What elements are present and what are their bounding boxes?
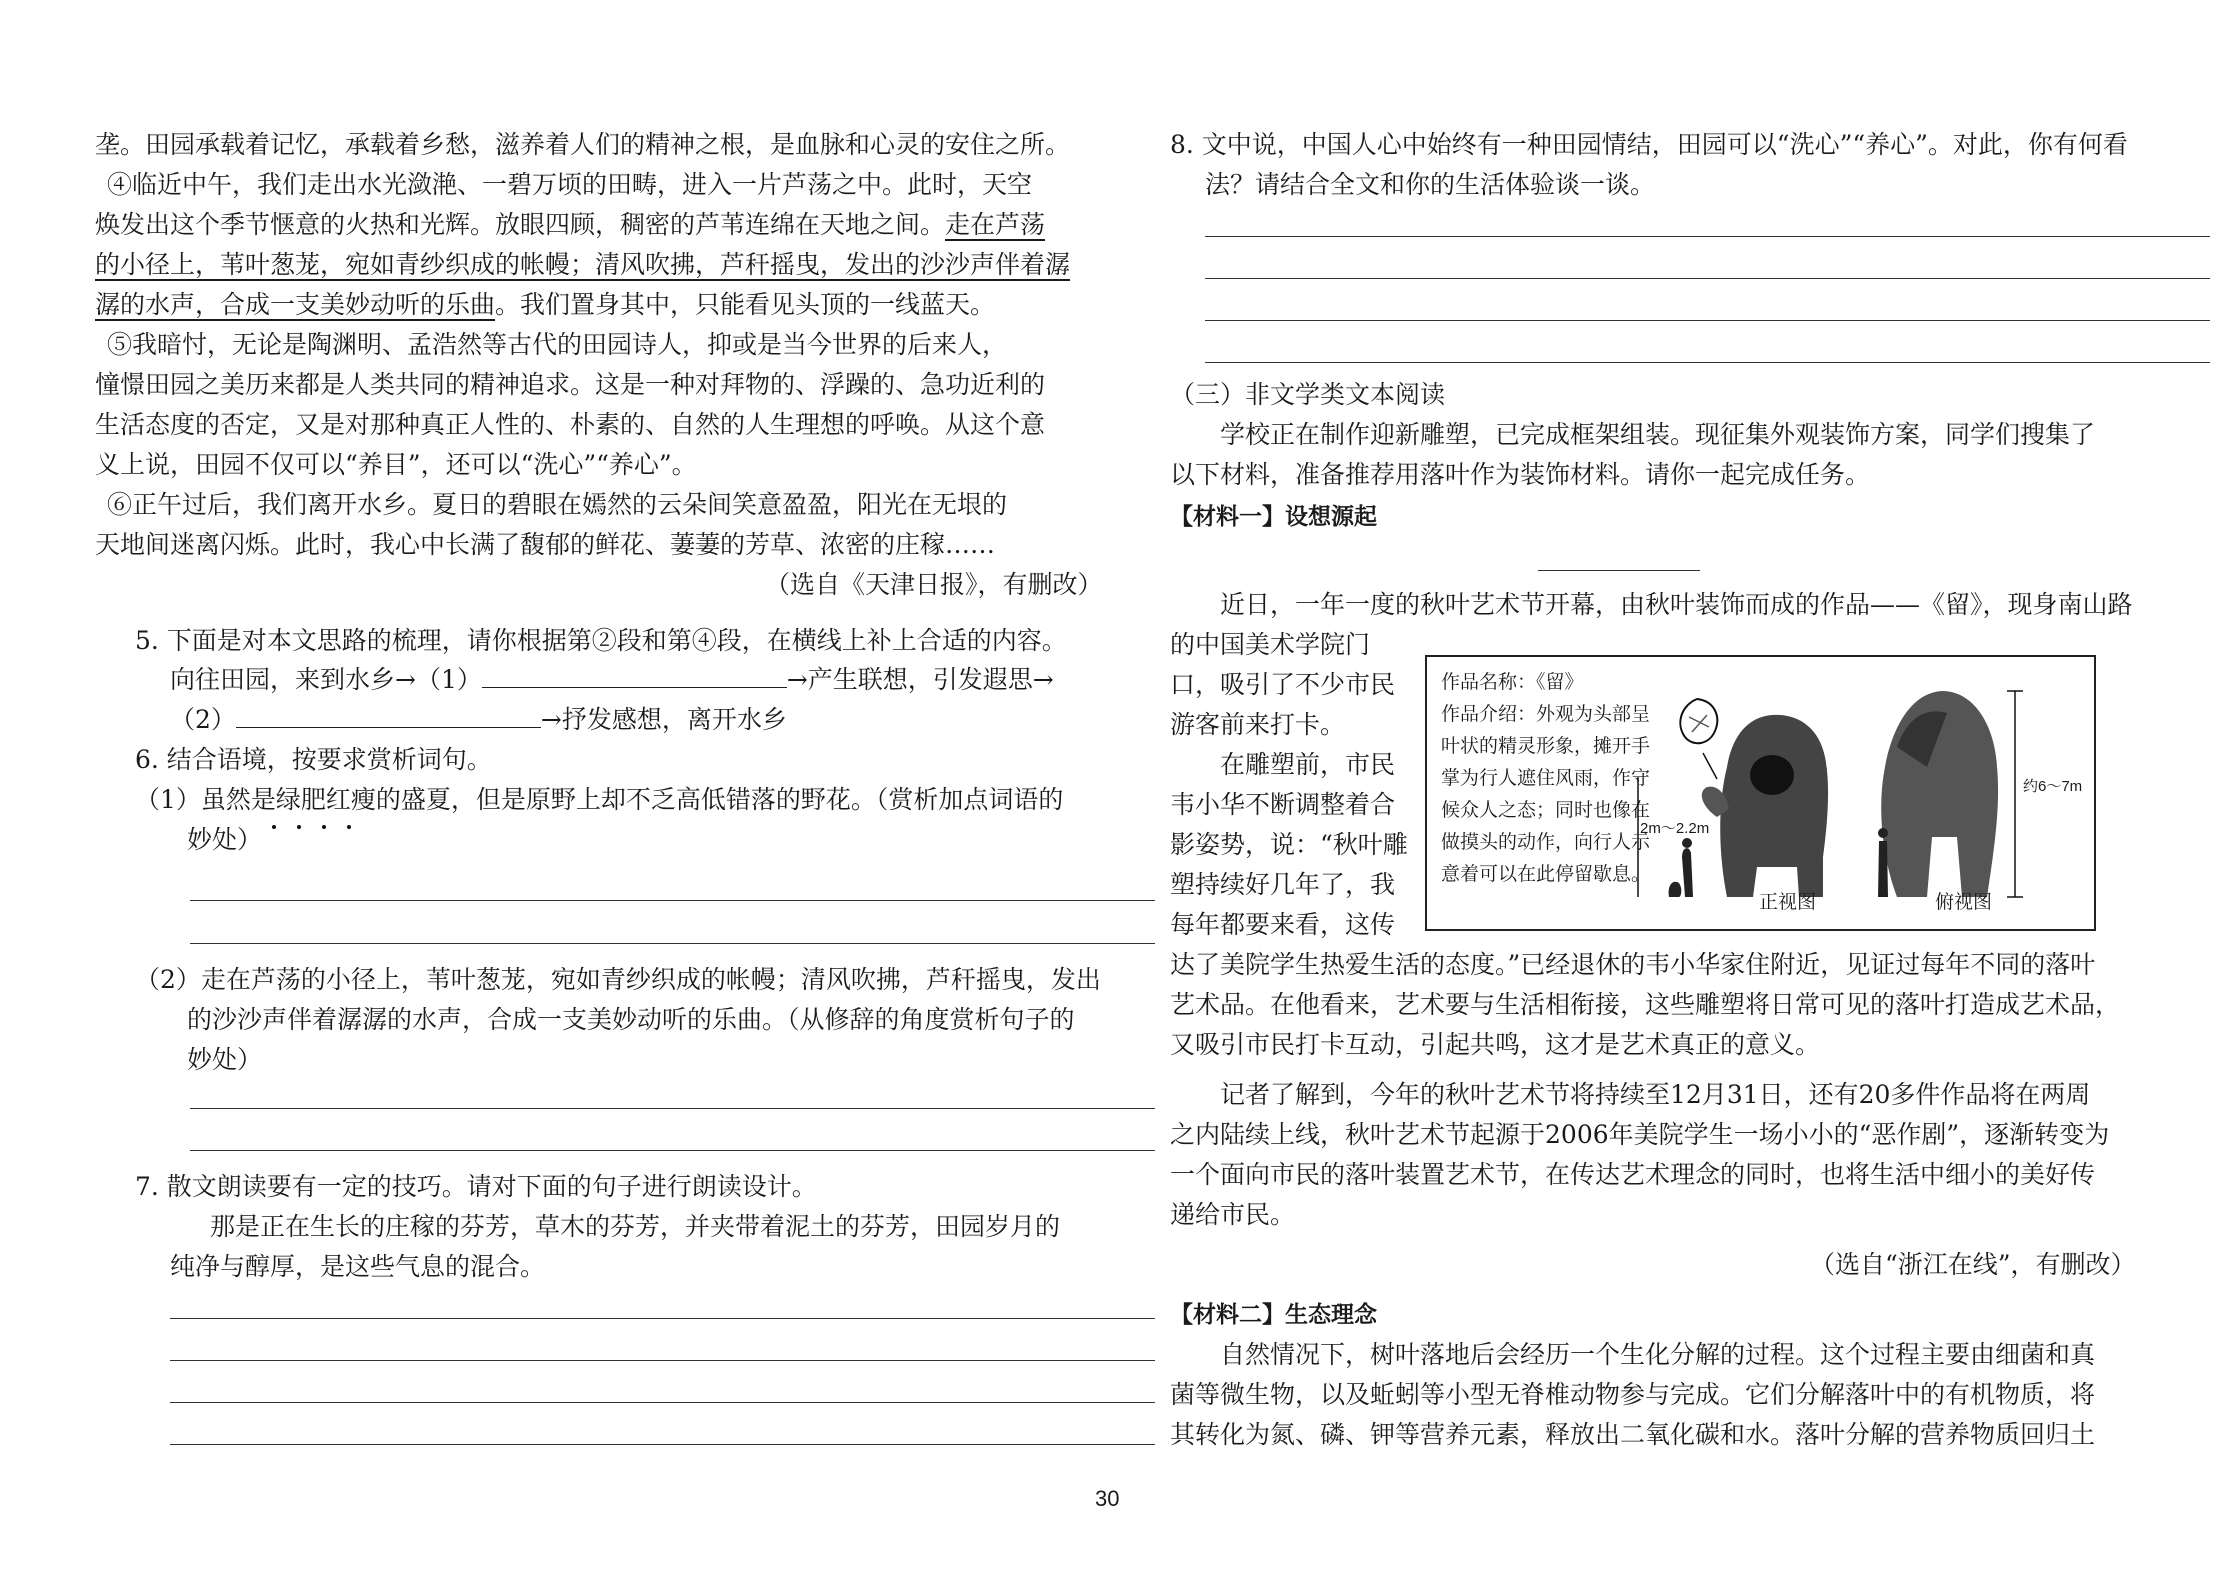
question-6-1-line-2: 妙处） (187, 825, 263, 854)
material-1-heading: 【材料一】设想源起 (1170, 504, 1377, 530)
question-6-1-line-1: （1）虽然是绿肥红瘦的盛夏，但是原野上却不乏高低错落的野花。（赏析加点词语的 (135, 785, 1064, 814)
answer-line[interactable] (190, 900, 1155, 901)
top-view-sculpture (1878, 691, 1998, 897)
material-1-wrap-8: 每年都要来看，这传 (1170, 910, 1396, 939)
material-1-line-1: 近日，一年一度的秋叶艺术节开幕，由秋叶装饰而成的作品——《留》，现身南山路 (1220, 590, 2133, 619)
material-1-line-9: 达了美院学生热爱生活的态度。”已经退休的韦小华家住附近，见证过每年不同的落叶 (1170, 950, 2096, 979)
paragraph-5-line-1: ⑤我暗忖，无论是陶渊明、孟浩然等古代的田园诗人，抑或是当今世界的后来人， (107, 330, 1008, 359)
front-view-sculpture (1669, 699, 1828, 897)
figure-desc-1: 作品介绍：外观为头部呈 (1441, 703, 1651, 725)
answer-line[interactable] (190, 1150, 1155, 1151)
material-1-wrap-5: 韦小华不断调整着合 (1170, 790, 1396, 819)
material-1-p2-line-3: 一个面向市民的落叶装置艺术节，在传达艺术理念的同时，也将生活中细小的美好传 (1170, 1160, 2096, 1189)
answer-line[interactable] (170, 1360, 1155, 1361)
emphasis-dot (272, 825, 276, 829)
question-6-2-line-1: （2）走在芦荡的小径上，苇叶葱茏，宛如青纱织成的帐幔；清风吹拂，芦秆摇曳，发出 (135, 965, 1101, 994)
material-1-p2-line-4: 递给市民。 (1170, 1200, 1296, 1229)
figure-desc-3: 掌为行人遮住风雨，作守 (1441, 767, 1651, 789)
answer-line[interactable] (170, 1402, 1155, 1403)
sculpture-figure (1425, 655, 2096, 931)
intro-line-2: 以下材料，准备推荐用落叶作为装饰材料。请你一起完成任务。 (1170, 460, 1871, 489)
source-citation: （选自《天津日报》，有删改） (765, 570, 1103, 599)
height-label-small: 2m～2.2m (1640, 820, 1710, 837)
question-8-line-1: 8. 文中说，中国人心中始终有一种田园情结，田园可以“洗心”“养心”。对此，你有何看 (1170, 130, 2128, 159)
material-1-source: （选自“浙江在线”，有删改） (1810, 1250, 2136, 1279)
figure-desc-2: 叶状的精灵形象，摊开手 (1441, 735, 1651, 757)
q5-blank-1[interactable] (482, 667, 787, 688)
question-6-2-line-2: 的沙沙声伴着潺潺的水声，合成一支美妙动听的乐曲。（从修辞的角度赏析句子的 (187, 1005, 1075, 1034)
answer-line[interactable] (190, 943, 1155, 944)
paragraph-6-line-2: 天地间迷离闪烁。此时，我心中长满了馥郁的鲜花、萋萋的芳草、浓密的庄稼…… (95, 530, 996, 559)
material-1-wrap-1: 的中国美术学院门 (1170, 630, 1371, 659)
intro-line-1: 学校正在制作迎新雕塑，已完成框架组装。现征集外观装饰方案，同学们搜集了 (1220, 420, 2096, 449)
paragraph-4-line-4 (95, 288, 995, 322)
answer-line[interactable] (1205, 278, 2210, 279)
material-1-p2-line-2: 之内陆续上线，秋叶艺术节起源于2006年美院学生一场小小的“恶作剧”，逐渐转变为 (1170, 1120, 2110, 1149)
paragraph-5-line-4: 义上说，田园不仅可以“养目”，还可以“洗心”“养心”。 (95, 450, 697, 479)
paragraph-4-text-end: 。我们置身其中，只能看见头顶的一线蓝天。 (495, 290, 996, 319)
q5-blank-2[interactable] (236, 707, 541, 728)
figure-name: 作品名称：《留》 (1441, 671, 1584, 693)
paragraph-6-line-1: ⑥正午过后，我们离开水乡。夏日的碧眼在嫣然的云朵间笑意盈盈，阳光在无垠的 (107, 490, 1008, 519)
paragraph-4-line-2 (95, 208, 1045, 242)
paragraph-4-line-1: ④临近中午，我们走出水光潋滟、一碧万顷的田畴，进入一片芦荡之中。此时，天空 (107, 170, 1033, 199)
answer-line[interactable] (1205, 320, 2210, 321)
material-2-heading: 【材料二】生态理念 (1170, 1302, 1377, 1328)
emphasis-dot (322, 825, 326, 829)
question-5-row-1 (170, 663, 1054, 697)
figure-desc-5: 做摸头的动作，向行人示 (1441, 831, 1651, 853)
question-5-title: 5. 下面是对本文思路的梳理，请你根据第②段和第④段，在横线上补上合适的内容。 (135, 626, 1067, 655)
question-6-2-line-3: 妙处） (187, 1045, 263, 1074)
answer-line[interactable] (1205, 236, 2210, 237)
material-1-line-11: 又吸引市民打卡互动，引起共鸣，这才是艺术真正的意义。 (1170, 1030, 1821, 1059)
paragraph-4-line-3: 的小径上，苇叶葱茏，宛如青纱织成的帐幔；清风吹拂，芦秆摇曳，发出的沙沙声伴着潺 (95, 250, 1071, 279)
question-7-quote-line-2: 纯净与醇厚，是这些气息的混合。 (170, 1252, 546, 1281)
underlined-sentence-start: 走在芦荡 (945, 210, 1046, 239)
q5-label-2: （2） (170, 705, 236, 734)
material-1-line-10: 艺术品。在他看来，艺术要与生活相衔接，这些雕塑将日常可见的落叶打造成艺术品， (1170, 990, 2121, 1019)
material-1-wrap-7: 塑持续好几年了，我 (1170, 870, 1396, 899)
paragraph-3-end: 垄。田园承载着记忆，承载着乡愁，滋养着人们的精神之根，是血脉和心灵的安住之所。 (95, 130, 1071, 159)
material-2-line-1: 自然情况下，树叶落地后会经历一个生化分解的过程。这个过程主要由细菌和真 (1220, 1340, 2096, 1369)
paragraph-5-line-3: 生活态度的否定，又是对那种真正人性的、朴素的、自然的人生理想的呼唤。从这个意 (95, 410, 1046, 439)
material-1-wrap-3: 游客前来打卡。 (1170, 710, 1346, 739)
front-view-label: 正视图 (1759, 891, 1817, 913)
height-label-large: 约6～7m (2023, 778, 2083, 795)
material-1-wrap-4: 在雕塑前，市民 (1220, 750, 1396, 779)
answer-line[interactable] (1205, 362, 2210, 363)
question-8-line-2: 法？请结合全文和你的生活体验谈一谈。 (1205, 170, 1656, 199)
decorative-rule (1538, 570, 1700, 571)
emphasis-dot (297, 825, 301, 829)
q5-suffix: →抒发感想，离开水乡 (540, 705, 787, 734)
q5-middle: →产生联想，引发遐思→ (786, 665, 1054, 694)
question-6-title: 6. 结合语境，按要求赏析词句。 (135, 745, 492, 774)
figure-desc-4: 候众人之态；同时也像在 (1441, 799, 1651, 821)
question-7-title: 7. 散文朗读要有一定的技巧。请对下面的句子进行朗读设计。 (135, 1172, 817, 1201)
material-2-line-2: 菌等微生物，以及蚯蚓等小型无脊椎动物参与完成。它们分解落叶中的有机物质，将 (1170, 1380, 2096, 1409)
answer-line[interactable] (170, 1318, 1155, 1319)
paragraph-4-text: 焕发出这个季节惬意的火热和光辉。放眼四顾，稠密的芦苇连绵在天地之间。 (95, 210, 946, 239)
answer-line[interactable] (170, 1444, 1155, 1445)
q5-prefix: 向往田园，来到水乡→（1） (170, 665, 482, 694)
top-view-label: 俯视图 (1935, 891, 1993, 913)
emphasis-dot (347, 825, 351, 829)
question-5-row-2 (170, 703, 787, 737)
paragraph-5-line-2: 憧憬田园之美历来都是人类共同的精神追求。这是一种对拜物的、浮躁的、急功近利的 (95, 370, 1046, 399)
underlined-sentence-end: 潺的水声，合成一支美妙动听的乐曲 (95, 290, 496, 319)
material-1-wrap-6: 影姿势，说：“秋叶雕 (1170, 830, 1408, 859)
material-1-p2-line-1: 记者了解到，今年的秋叶艺术节将持续至12月31日，还有20多件作品将在两周 (1220, 1080, 2091, 1109)
page-number: 30 (1095, 1486, 1120, 1511)
section-title: （三）非文学类文本阅读 (1170, 380, 1446, 409)
question-7-quote-line-1: 那是正在生长的庄稼的芬芳，草木的芬芳，并夹带着泥土的芬芳，田园岁月的 (210, 1212, 1061, 1241)
figure-desc-6: 意着可以在此停留歇息。 (1441, 863, 1651, 885)
answer-line[interactable] (190, 1108, 1155, 1109)
material-2-line-3: 其转化为氮、磷、钾等营养元素，释放出二氧化碳和水。落叶分解的营养物质回归土 (1170, 1420, 2096, 1449)
material-1-wrap-2: 口，吸引了不少市民 (1170, 670, 1396, 699)
